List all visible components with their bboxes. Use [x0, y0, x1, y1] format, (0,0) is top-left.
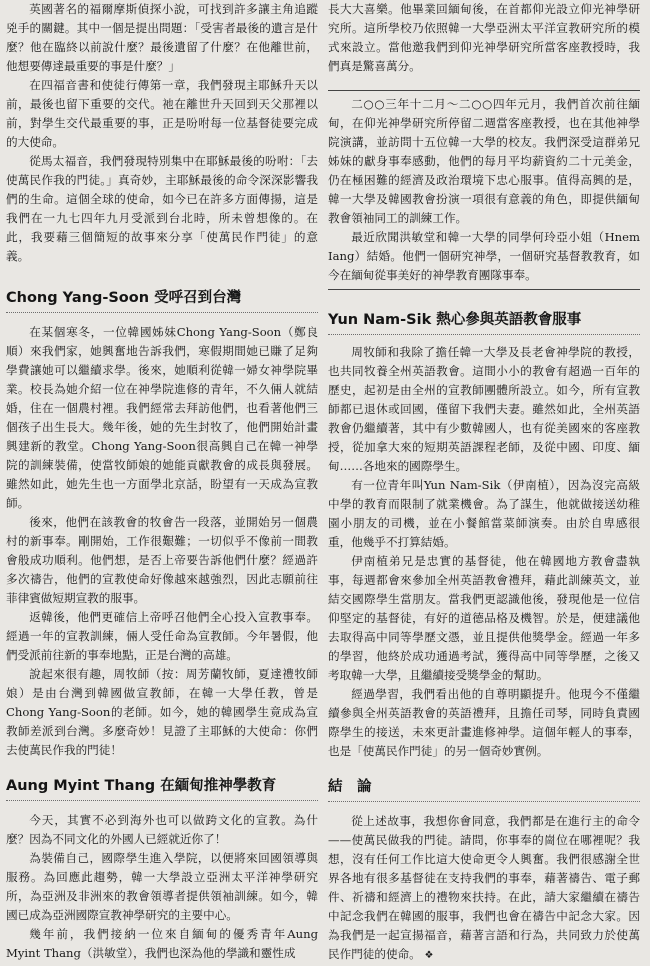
section1-paragraph-4: 說起來很有趣，周牧師（按：周芳蘭牧師，夏達禮牧師娘）是由台灣到韓國做宣教師，在韓一大學任教，曾是Chong Yang-Soon的老師。如今，她的韓國學生竟成為宣教師差派到台灣。多麼奇妙！見證了主耶穌的大使命：你們去使萬民作我的門徒！	[6, 667, 318, 757]
intro-paragraph-2: 在四福音書和使徒行傳第一章，我們發現主耶穌升天以前，最後也留下重要的交代。祂在離世升天回到天父那裡以前，對學生交代最重要的事，正是吩咐每一位基督徒要完成的大使命。	[6, 78, 318, 149]
boxed-paragraph-2: 最近欣聞洪敏堂和韓一大學的同學何玲亞小姐（Hnem Iang）結婚。他們一個研究神學，一個研究基督教教育，如今在緬甸從事美好的神學教育團隊事奉。	[328, 230, 640, 282]
conclusion-text: 從上述故事，我想你會同意，我們都是在進行主的命令——使萬民做我的門徒。請問，你事奉的崗位在哪裡呢？我想，沒有任何工作比這大使命更令人興奮。我們很感謝全世界各地有很多基督徒在支持我們的事奉，藉著禱告、電子郵件、祈禱和經濟上的禮物來扶持。在此，請大家繼續在禱告中記念我們在韓國的服事，我們也會在禱告中記念大家。因為我們是一起宣揚福音，藉著言語和行為，共同致力於使萬民作門徒的使命。	[328, 814, 640, 961]
heading-divider	[6, 312, 318, 313]
intro-paragraph-1: 英國著名的福爾摩斯偵探小說，可找到許多讓主角追蹤兇手的關鍵。其中一個是提出問題：「受害者最後的遺言是什麼？他在臨終以前說什麼？最後遺留了什麼？在他離世前，他想要傳達最重要的事是什麼？」	[6, 2, 318, 73]
boxed-paragraph-1: 二○○三年十二月～二○○四年元月，我們首次前往緬甸，在仰光神學研究所停留二週當客座教授，也在其他神學院演講，並訪問十五位韓一大學的校友。我們深受這群弟兄姊妹的獻身事奉感動，他們的每月平均薪資約二十元美金，仍在極困難的經濟及政治環境下忠心服事。值得高興的是，韓一大學及韓國教會扮演一項很有意義的角色，即提供緬甸教會領袖同工的訓練工作。	[328, 97, 640, 225]
section1-paragraph-2: 後來，他們在該教會的牧會告一段落，並開始另一個農村的新事奉。剛開始，工作很艱難；一切似乎不像前一間教會般成功順利。他們想，是否上帝要告訴他們什麼？經過許多次禱告，他們的宣教使命好像越來越強烈，因此志願前往菲律賓做短期宣教的服事。	[6, 515, 318, 605]
intro-paragraph-3: 從馬太福音，我們發現特別集中在耶穌最後的吩咐：「去使萬民作我的門徒。」真奇妙，主耶穌最後的命令深深影響我們的生命。這個全球的使命，如今已在許多方面傳揚，這是我們在一九七四年九月受派到台北時，所未曾想像的。在此，我要藉三個簡短的故事來分享「使萬民作門徒」的意義。	[6, 154, 318, 263]
section1-paragraph-1: 在某個寒冬，一位韓國姊妹Chong Yang-Soon（鄭良順）來我們家，她興奮地告訴我們，寒假期間她已賺了足夠學費讓她可以繼續求學。後來，她順利從韓一婦女神學院畢業。校長為她介紹一位在神學院進修的青年，不久倆人就結婚，住在一個農村裡。我們經常去拜訪他們，也看著他們三個孩子出生長大。幾年後，她的先生封牧了，他們開始計畫興建新的教堂。Chong Yang-Soon很高興自己在韓一神學院的訓練裝備，使當牧師娘的她能貢獻教會的成長與發展。雖然如此，她先生也一方面學北京話，盼望有一天成為宣教師。	[6, 325, 318, 510]
section3-paragraph-4: 經過學習，我們看出他的自尊明顯提升。他現今不僅繼續參與全州英語教會的英語禮拜，且擔任司琴，同時負責國際學生的接送，未來更計畫進修神學。這個年輕人的事奉，也是「使萬民作門徒」的另一個奇妙實例。	[328, 687, 640, 758]
continued-paragraph: 長大大喜樂。他畢業回緬甸後，在首都仰光設立仰光神學研究所。這所學校乃依照韓一大學亞洲太平洋宣教研究所的模式來設立。當他邀我們到仰光神學研究所當客座教授時，我們真是驚喜萬分。	[328, 2, 640, 73]
heading-divider	[328, 334, 640, 335]
heading-divider	[6, 800, 318, 801]
heading-divider	[328, 801, 640, 802]
section2-paragraph-1: 今天，其實不必到海外也可以做跨文化的宣教。為什麼？因為不同文化的外國人已經就近你了！	[6, 813, 318, 846]
section3-paragraph-2: 有一位青年叫Yun Nam-Sik（伊南植），因為沒完高級中學的教育而限制了就業機會。為了謀生，他就做接送幼稚園小朋友的司機，並在小餐館當菜師演奏。由於自卑感很重，他幾乎不打算結婚。	[328, 478, 640, 549]
section2-paragraph-2: 為裝備自己，國際學生進入學院，以便將來回國領導與服務。為回應此趨勢，韓一大學設立亞洲太平洋神學研究所，為亞洲及非洲來的教會領導者提供領袖訓練。如今，韓國已成為亞洲國際宣教神學研究的主要中心。	[6, 851, 318, 922]
section-heading-yun-nam-sik: Yun Nam-Sik 熱心參與英語教會服事	[328, 312, 582, 328]
section2-paragraph-3: 幾年前，我們接納一位來自緬甸的優秀青年Aung Myint Thang（洪敏堂），我們也深為他的學識和靈性成	[6, 927, 318, 960]
section-heading-conclusion: 結 論	[328, 779, 372, 795]
conclusion-paragraph	[328, 812, 640, 965]
boxed-story	[328, 90, 640, 290]
section3-paragraph-1: 周牧師和我除了擔任韓一大學及長老會神學院的教授，也共同牧養全州英語教會。這間小小的教會有超過一百年的歷史，起初是由全州的宣教師團體所設立。如今，所有宣教師都已退休或回國，僅留下我們夫妻。雖然如此，全州英語教會仍繼續著，其中有少數韓國人，也有從美國來的客座教授，從加拿大來的短期英語課程老師，及從中國、印度、緬甸……各地來的國際學生。	[328, 345, 640, 473]
section3-paragraph-3: 伊南植弟兄是忠實的基督徒，他在韓國地方教會盡執事，每週都會來參加全州英語教會禮拜，藉此訓練英文，並結交國際學生當朋友。當我們更認識他後，發現他是一位信仰堅定的基督徒，有好的道德品格及機智。於是，便建議他去取得高中同等學歷文憑，並且提供他獎學金。經過一年多的學習，他終於成功通過考試，獲得高中同等學歷，之後又考取韓一大學，且繼續接受獎學金的幫助。	[328, 554, 640, 682]
left-column	[6, 0, 318, 963]
section1-paragraph-3: 返韓後，他們更確信上帝呼召他們全心投入宣教事奉。經過一年的宣教訓練，倆人受任命為宣教師。今年暑假，他們受派前往新的事奉地點，正是台灣的高雄。	[6, 610, 318, 662]
right-column	[328, 0, 640, 965]
end-mark-icon: ❖	[424, 950, 434, 961]
section-heading-chong-yang-soon: Chong Yang-Soon 受呼召到台灣	[6, 290, 242, 306]
section-heading-aung-myint-thang: Aung Myint Thang 在緬甸推神學教育	[6, 778, 277, 794]
